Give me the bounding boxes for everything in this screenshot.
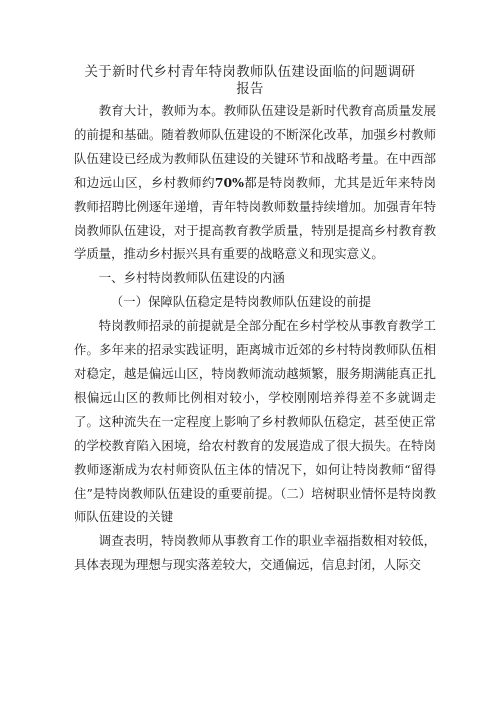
body-paragraph-continued: 调查表明，特岗教师从事教育工作的职业幸福指数相对较低，具体表现为理想与现实落差较大，交通偏远，信息封闭，人际交 [74,533,436,573]
document-title: 关于新时代乡村青年特岗教师队伍建设面临的问题调研报告 [84,65,416,97]
subsection-heading: （一）保障队伍稳定是特岗教师队伍建设的前提 [110,294,371,310]
section-heading: 一、乡村特岗教师队伍建设的内涵 [98,270,285,286]
intro-text-after: 都是特岗教师，尤其是近年来特岗教师招聘比例逐年递增，青年特岗教师数量持续增加。加强青年特岗教师队伍建设，对于提高教育教学质量，特别是提高乡村教育教学质量，推动乡村振兴具有重要的战略意义和现实意义。 [74,174,437,262]
intro-paragraph [74,99,436,266]
percentage-value: 70% [214,174,244,190]
document-body [74,99,436,577]
intro-text-before: 教育大计，教师为本。教师队伍建设是新时代教育高质量发展的前提和基础。随着教师队伍建设的不断深化改革，加强乡村教师队伍建设已经成为教师队伍建设的关键环节和战略考量。在中西部和边远山区，乡村教师约 [74,103,436,190]
body-paragraph: 特岗教师招录的前提就是全部分配在乡村学校从事教育教学工作。多年来的招录实践证明，距离城市近郊的乡村特岗教师队伍相对稳定，越是偏远山区，特岗教师流动越频繁，服务期满能真正扎根偏远山区的教师比例相对较小，学校刚刚培养得差不多就调走了。这种流失在一定程度上影响了乡村教师队伍稳定，甚至使正常的学校教育陷入困境，给农村教育的发展造成了很大损失。在特岗教师逐渐成为农村师资队伍主体的情况下，如何让特岗教师“留得住”是特岗教师队伍建设的重要前提。（二）培树职业情怀是特岗教师队伍建设的关键 [74,318,436,525]
